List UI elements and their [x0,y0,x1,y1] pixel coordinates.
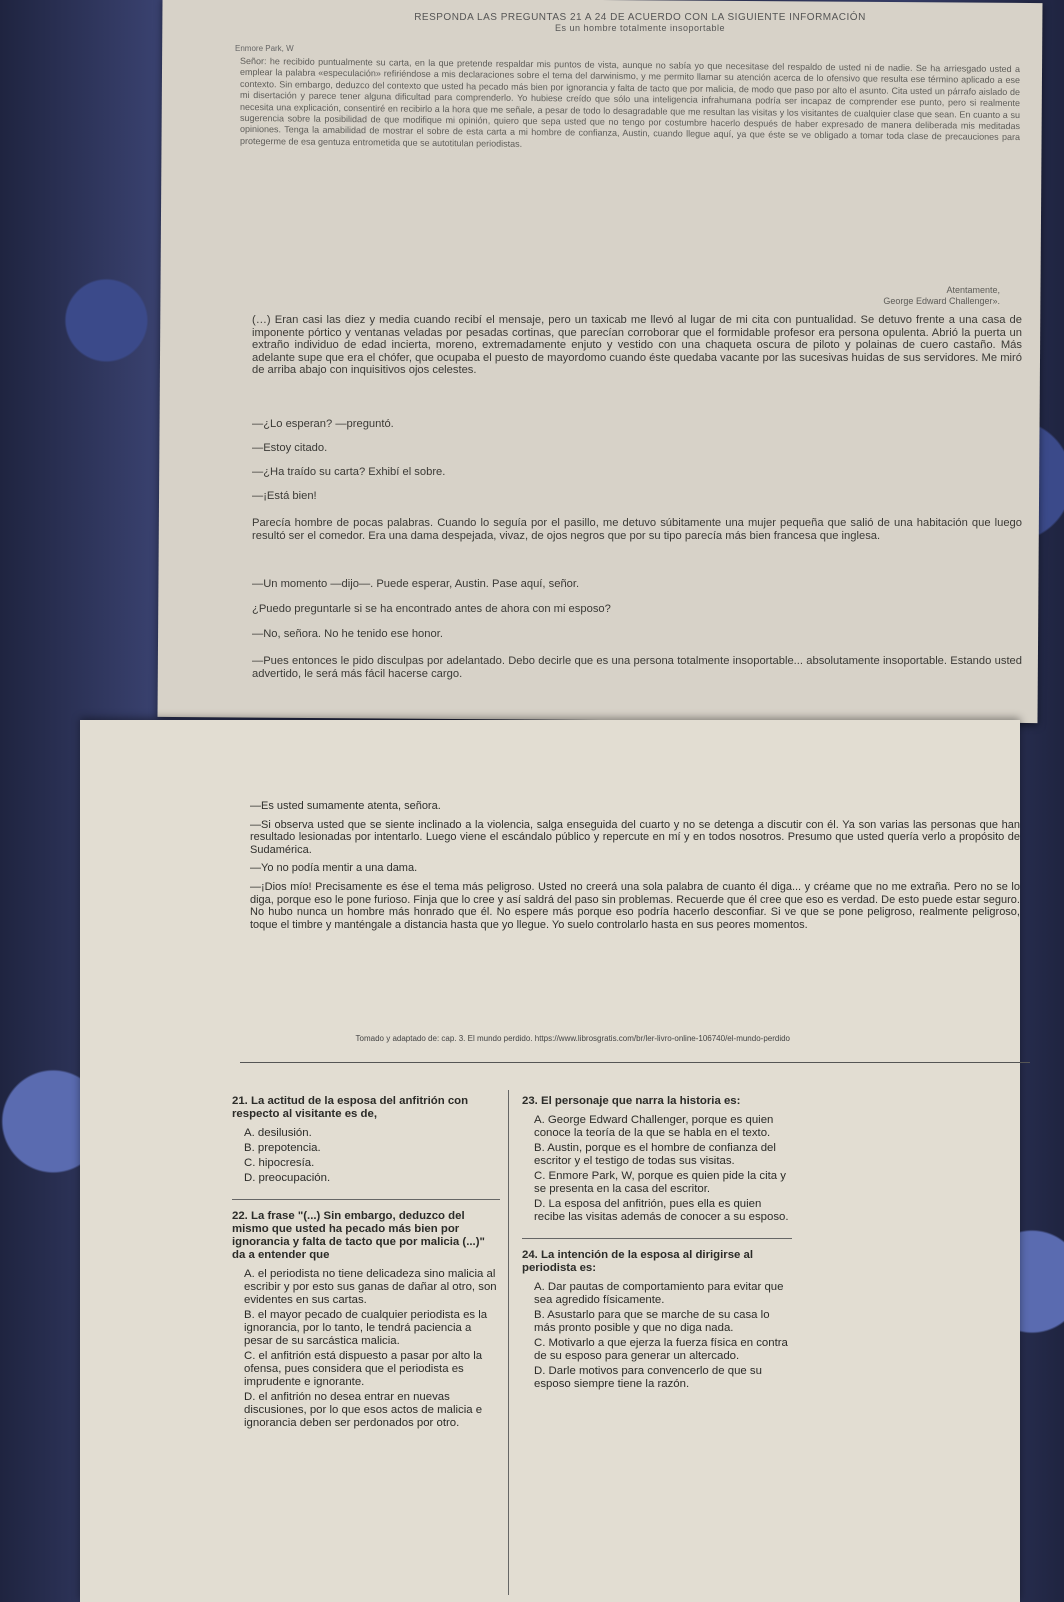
option-d[interactable]: D. el anfitrión no desea entrar en nuevas discusiones, por lo que esos actos de malicia e ignorancia deben ser perdonados por otro. [244,1391,483,1429]
question-21 [232,1095,500,1185]
option-c[interactable]: C. hipocresía. [244,1157,315,1169]
dialogue-line: —Es usted sumamente atenta, señora. [250,800,441,812]
option-a[interactable]: A. desilusión. [244,1127,312,1139]
continuation-text [250,800,1020,937]
letter-address: Enmore Park, W [235,44,294,53]
exam-header [250,12,1030,33]
dialogue-line: —¿Lo esperan? —preguntó. [252,418,394,430]
questions-left-column [232,1095,500,1444]
question-23 [522,1095,792,1224]
header-title: RESPONDA LAS PREGUNTAS 21 A 24 DE ACUERDO CON LA SIGUIENTE INFORMACIÓN [414,12,866,23]
option-d[interactable]: D. preocupación. [244,1172,331,1184]
dialogue-line: —No, señora. No he tenido ese honor. [252,628,443,640]
dialogue-line: —Estoy citado. [252,442,328,454]
closing-line-1: Atentamente, [946,285,1000,295]
question-title: 22. La frase "(...) Sin embargo, deduzco del mismo que usted ha pecado más bien por ignorancia y falta de tacto que por malicia (...)" da a entender que [232,1210,485,1261]
narrative-paragraph-1: (…) Eran casi las diez y media cuando recibí el mensaje, pero un taxicab me llevó al lugar de mi cita con puntualidad. Se detuvo frente a una casa de imponente pórtico y ventanas veladas por pesadas cortinas, que parecían corroborar que el formidable profesor era persona opulenta. Abrió la puerta un extraño individuo de edad incierta, moreno, extremadamente enjuto y vestido con una chaqueta oscura de piloto y polainas de cuero castaño. Más adelante supe que era el chófer, que ocupaba el puesto de mayordomo cuando éste quedaba vacante por las sucesivas huidas de sus servidores. Me miró de arriba abajo con inquisitivos ojos celestes. [252,314,1022,377]
question-separator [522,1238,792,1239]
option-c[interactable]: C. el anfitrión está dispuesto a pasar por alto la ofensa, pues considera que el periodista es imprudente e ignorante. [244,1350,483,1388]
option-a[interactable]: A. el periodista no tiene delicadeza sino malicia al escribir y por esto sus ganas de dañar al otro, son evidentes en sus cartas. [244,1268,497,1306]
letter-body: Señor: he recibido puntualmente su carta, en la que pretende respaldar mis puntos de vista, aunque no sabía yo que necesitase del respaldo de usted ni de nadie. Se ha arriesgado usted a emplear la palabra «especulación» refiriéndose a mis declaraciones sobre el tema del darwinismo, y me permito llamar su atención acerca de lo ofensivo que resulta ese término aplicado a ese contexto. Sin embargo, deduzco del contexto que usted ha pecado más bien por ignorancia y falta de tacto que por malicia, de modo que paso por alto el asunto. Cita usted un párrafo aislado de mi disertación y parece tener alguna dificultad para comprenderlo. Yo hubiese creído que sólo una inteligencia infrahumana podría ser incapaz de comprender ese punto, pero si realmente necesita una explicación, consentiré en recibirlo a la hora que me señale, a pesar de todo lo desagradable que me resultan las visitas y los visitantes de cualquier clase que sean. En cuanto a su sugerencia sobre la posibilidad de que modifique mi opinión, quiero que sepa usted que no tengo por costumbre hacerlo después de haber expresado de manera deliberada mis meditadas opiniones. Tenga la amabilidad de mostrar el sobre de esta carta a mi hombre de confianza, Austin, cuando llegue aquí, ya que éste se ve obligado a tomar toda clase de precauciones para protegerme de esa gentuza entrometida que se autotitulan periodistas. [240,55,1020,149]
option-b[interactable]: B. Austin, porque es el hombre de confianza del escritor y el testigo de todas sus visitas. [534,1142,776,1167]
narrative-paragraph-2: Parecía hombre de pocas palabras. Cuando lo seguía por el pasillo, me detuvo súbitamente una mujer pequeña que salió de una habitación que luego resultó ser el comedor. Era una dama despejada, vivaz, de ojos negros que por su tipo parecía más bien francesa que inglesa. [252,517,1022,542]
question-title: 24. La intención de la esposa al dirigirse al periodista es: [522,1249,754,1274]
dialogue-line: —Yo no podía mentir a una dama. [250,862,418,875]
question-title: 21. La actitud de la esposa del anfitrión con respecto al visitante es de, [232,1095,469,1120]
dialogue-line: ¿Puedo preguntarle si se ha encontrado antes de ahora con mi esposo? [252,603,611,615]
dialogue-line: —¿Ha traído su carta? Exhibí el sobre. [252,466,446,478]
column-divider [508,1090,509,1595]
letter-closing [580,285,1000,307]
dialogue-line: —¡Está bien! [252,490,317,502]
option-c[interactable]: C. Enmore Park, W, porque es quien pide la cita y se presenta en la casa del escritor. [534,1170,786,1195]
question-title: 23. El personaje que narra la historia es: [522,1095,741,1107]
option-d[interactable]: D. Darle motivos para convencerlo de que su esposo siempre tiene la razón. [534,1365,762,1390]
option-b[interactable]: B. prepotencia. [244,1142,321,1154]
section-divider [240,1062,1030,1063]
option-b[interactable]: B. el mayor pecado de cualquier periodista es la ignorancia, por lo tanto, le tendrá paciencia a pesar de su sarcástica malicia. [244,1309,488,1347]
source-citation: Tomado y adaptado de: cap. 3. El mundo perdido. https://www.librosgratis.com/br/ler-livro-online-106740/el-mundo-perdido [355,1034,790,1043]
option-b[interactable]: B. Asustarlo para que se marche de su casa lo más pronto posible y que no diga nada. [534,1309,770,1334]
question-24 [522,1249,792,1391]
narrative-paragraph-3: —Pues entonces le pido disculpas por adelantado. Debo decirle que es una persona totalmente insoportable... absolutamente insoportable. Estando usted advertido, le será más fácil hacerse cargo. [252,655,1022,680]
narrative-paragraph: —Si observa usted que se siente inclinado a la violencia, salga enseguida del cuarto y no se detenga a discutir con él. Ya son varias las personas que han resultado lesionadas por intentarlo. Luego viene el escándalo público y repercute en mí y en todos nosotros. Presumo que usted quería verlo a propósito de Sudamérica. [250,818,1020,856]
option-a[interactable]: A. Dar pautas de comportamiento para evitar que sea agredido físicamente. [534,1281,784,1306]
questions-right-column [522,1095,792,1405]
option-a[interactable]: A. George Edward Challenger, porque es quien conoce la teoría de la que se habla en el texto. [534,1114,774,1139]
dialogue-line: —Un momento —dijo—. Puede esperar, Austin. Pase aquí, señor. [252,578,580,590]
question-separator [232,1199,500,1200]
option-c[interactable]: C. Motivarlo a que ejerza la fuerza física en contra de su esposo para generar un altercado. [534,1337,788,1362]
option-d[interactable]: D. La esposa del anfitrión, pues ella es quien recibe las visitas además de conocer a su esposo. [534,1198,789,1223]
header-subtitle: Es un hombre totalmente insoportable [554,23,726,33]
closing-signature: George Edward Challenger». [883,296,1000,306]
question-22 [232,1210,500,1430]
narrative-paragraph: —¡Dios mío! Precisamente es ése el tema más peligroso. Usted no creerá una sola palabra de cuanto él diga... y créame que no me extraña. Pero no se lo diga, porque eso le pone furioso. Finja que lo cree y así saldrá del paso sin problemas. Recuerde que él cree que eso es verdad. De esto puede estar seguro. No hubo nunca un hombre más honrado que él. No espere más porque eso podría hacerlo desconfiar. Si ve que se pone peligroso, realmente peligroso, toque el timbre y manténgale a distancia hasta que yo llegue. Yo suelo controlarlo hasta en sus peores momentos. [250,880,1020,931]
